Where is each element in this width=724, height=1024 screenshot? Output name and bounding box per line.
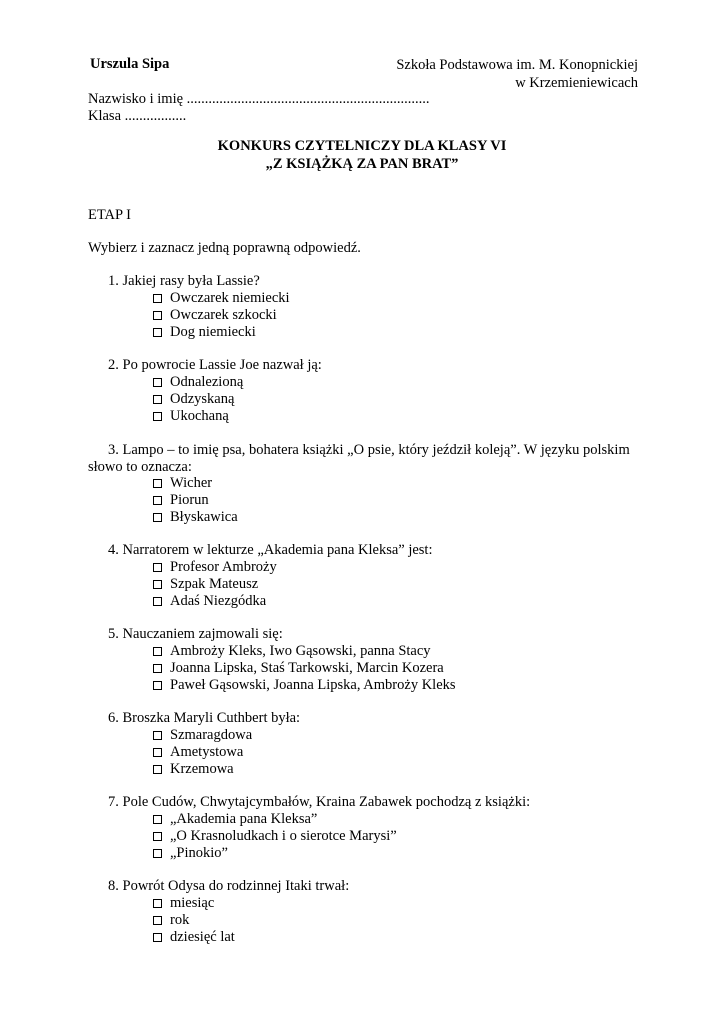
answer-option[interactable]: Odzyskaną	[153, 391, 234, 408]
answer-option[interactable]: Piorun	[153, 492, 209, 509]
school-name	[396, 56, 638, 92]
question-1: 1. Jakiej rasy była Lassie?	[108, 273, 260, 289]
answer-option[interactable]: „Akademia pana Kleksa”	[153, 811, 317, 828]
school-line-1: Szkoła Podstawowa im. M. Konopnickiej	[396, 57, 638, 73]
checkbox-icon[interactable]	[153, 395, 162, 404]
checkbox-icon[interactable]	[153, 328, 162, 337]
answer-option[interactable]: Joanna Lipska, Staś Tarkowski, Marcin Kozera	[153, 660, 444, 677]
contest-subtitle: „Z KSIĄŻKĄ ZA PAN BRAT”	[265, 156, 459, 172]
checkbox-icon[interactable]	[153, 294, 162, 303]
checkbox-icon[interactable]	[153, 496, 162, 505]
answer-option[interactable]: Adaś Niezgódka	[153, 593, 266, 610]
class-field[interactable]: Klasa .................	[88, 108, 187, 124]
answer-option[interactable]: Ukochaną	[153, 408, 229, 425]
instruction: Wybierz i zaznacz jedną poprawną odpowiedź.	[88, 240, 361, 256]
question-7: 7. Pole Cudów, Chwytajcymbałów, Kraina Zabawek pochodzą z książki:	[108, 794, 531, 810]
question-2: 2. Po powrocie Lassie Joe nazwał ją:	[108, 357, 322, 373]
checkbox-icon[interactable]	[153, 513, 162, 522]
author-name: Urszula Sipa	[90, 56, 170, 72]
answer-option[interactable]: Owczarek niemiecki	[153, 290, 290, 307]
checkbox-icon[interactable]	[153, 580, 162, 589]
answer-option[interactable]: „Pinokio”	[153, 845, 228, 862]
school-line-2: w Krzemieniewicach	[515, 75, 638, 91]
checkbox-icon[interactable]	[153, 933, 162, 942]
answer-option[interactable]: Ametystowa	[153, 744, 243, 761]
checkbox-icon[interactable]	[153, 563, 162, 572]
checkbox-icon[interactable]	[153, 765, 162, 774]
answer-option[interactable]: dziesięć lat	[153, 929, 235, 946]
checkbox-icon[interactable]	[153, 378, 162, 387]
contest-title: KONKURS CZYTELNICZY DLA KLASY VI	[217, 138, 507, 154]
checkbox-icon[interactable]	[153, 748, 162, 757]
checkbox-icon[interactable]	[153, 731, 162, 740]
answer-option[interactable]: Odnalezioną	[153, 374, 243, 391]
question-5: 5. Nauczaniem zajmowali się:	[108, 626, 283, 642]
answer-option[interactable]: Paweł Gąsowski, Joanna Lipska, Ambroży Kleks	[153, 677, 456, 694]
answer-option[interactable]: Szpak Mateusz	[153, 576, 258, 593]
answer-option[interactable]: Błyskawica	[153, 509, 238, 526]
checkbox-icon[interactable]	[153, 664, 162, 673]
stage-label: ETAP I	[88, 207, 132, 223]
answer-option[interactable]: Szmaragdowa	[153, 727, 252, 744]
checkbox-icon[interactable]	[153, 899, 162, 908]
checkbox-icon[interactable]	[153, 311, 162, 320]
question-3: 3. Lampo – to imię psa, bohatera książki „O psie, który jeździł koleją”. W języku polskim słowo to oznacza:	[88, 442, 630, 475]
answer-option[interactable]: Owczarek szkocki	[153, 307, 277, 324]
answer-option[interactable]: Dog niemiecki	[153, 324, 256, 341]
answer-option[interactable]: Profesor Ambroży	[153, 559, 277, 576]
answer-option[interactable]: rok	[153, 912, 189, 929]
checkbox-icon[interactable]	[153, 647, 162, 656]
checkbox-icon[interactable]	[153, 412, 162, 421]
checkbox-icon[interactable]	[153, 832, 162, 841]
checkbox-icon[interactable]	[153, 479, 162, 488]
answer-option[interactable]: Krzemowa	[153, 761, 234, 778]
question-6: 6. Broszka Maryli Cuthbert była:	[108, 710, 301, 726]
question-8: 8. Powrót Odysa do rodzinnej Itaki trwał:	[108, 878, 350, 894]
checkbox-icon[interactable]	[153, 815, 162, 824]
answer-option[interactable]: miesiąc	[153, 895, 214, 912]
checkbox-icon[interactable]	[153, 681, 162, 690]
answer-option[interactable]: „O Krasnoludkach i o sierotce Marysi”	[153, 828, 397, 845]
question-4: 4. Narratorem w lekturze „Akademia pana Kleksa” jest:	[108, 542, 433, 558]
answer-option[interactable]: Wicher	[153, 475, 212, 492]
answer-option[interactable]: Ambroży Kleks, Iwo Gąsowski, panna Stacy	[153, 643, 431, 660]
name-field[interactable]: Nazwisko i imię ...................................................................	[88, 91, 430, 107]
checkbox-icon[interactable]	[153, 849, 162, 858]
checkbox-icon[interactable]	[153, 597, 162, 606]
checkbox-icon[interactable]	[153, 916, 162, 925]
